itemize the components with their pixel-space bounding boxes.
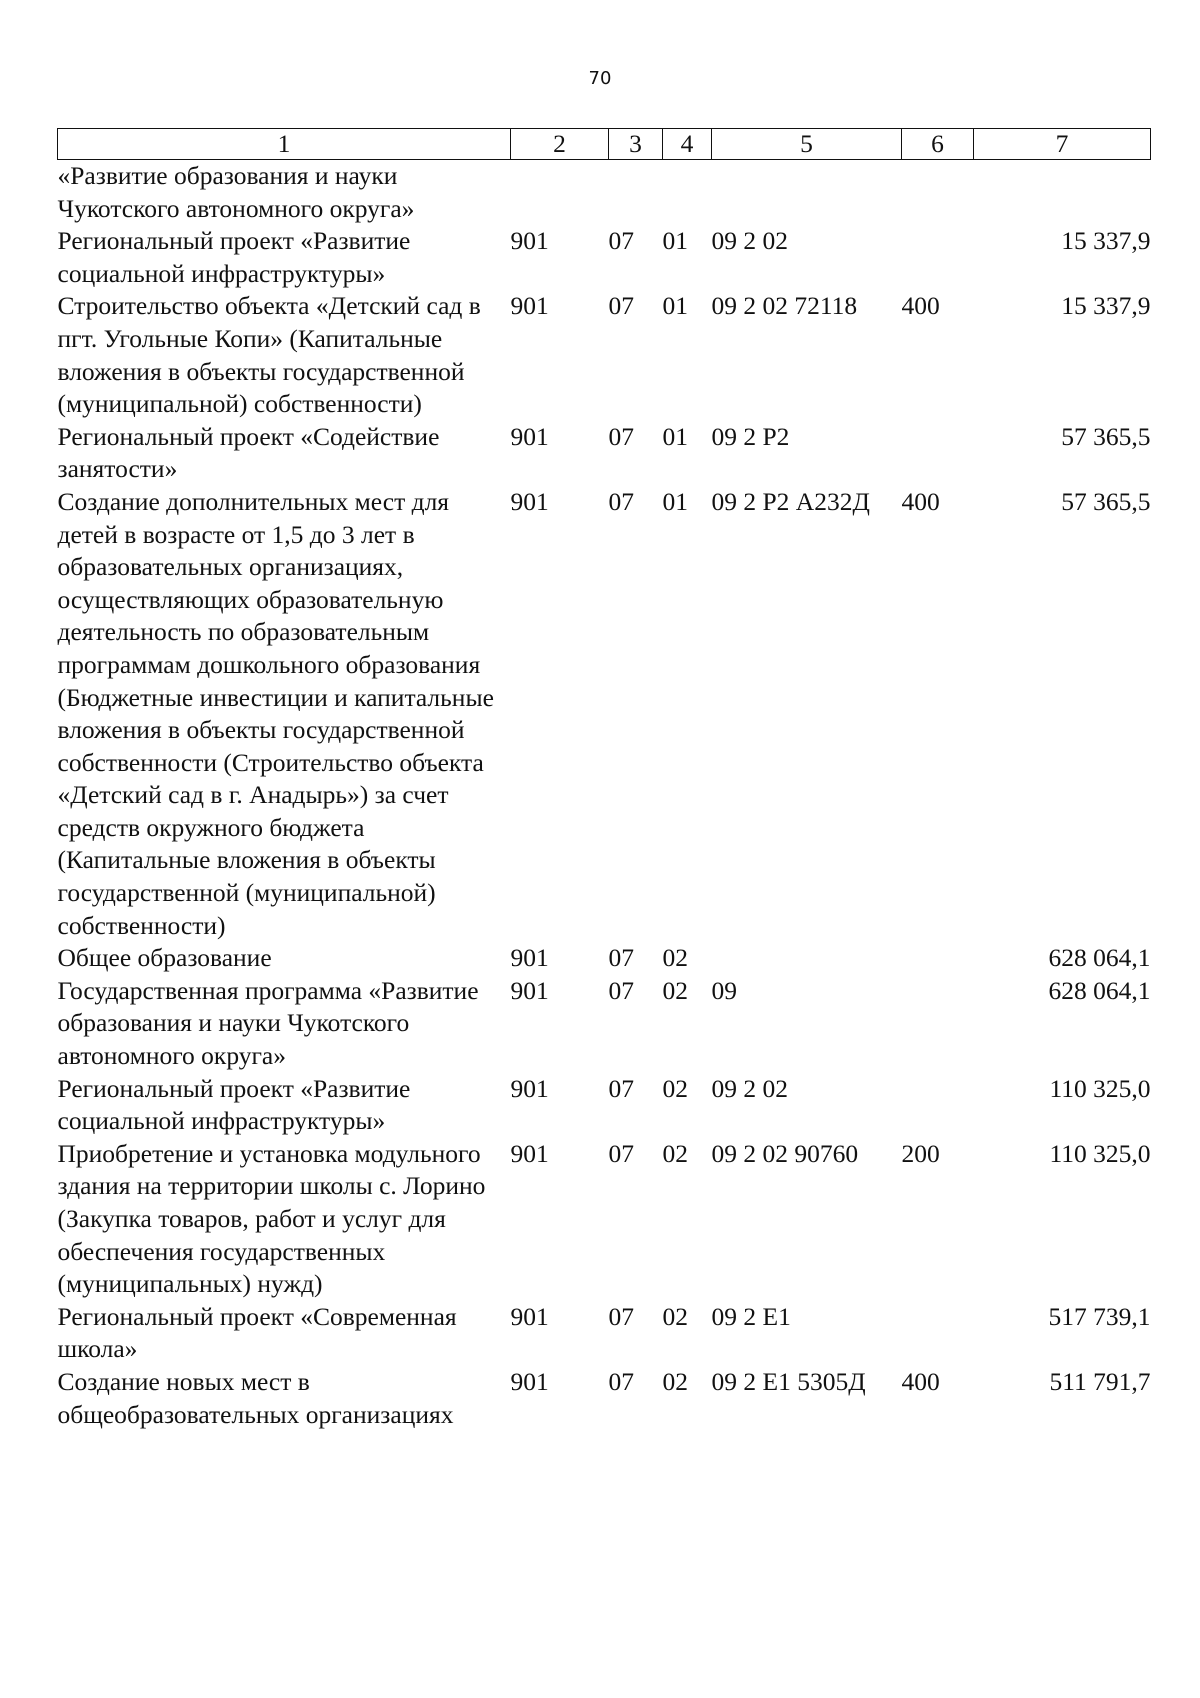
section-code: 07	[608, 1073, 634, 1103]
target-article-code: 09 2 02 72118	[711, 291, 858, 321]
amount: 15 337,9	[1061, 291, 1151, 321]
amount: 57 365,5	[1061, 486, 1151, 516]
table-row	[58, 1138, 1151, 1301]
admin-code: 901	[510, 975, 549, 1005]
subsection-code: 02	[662, 943, 688, 973]
section-code: 07	[608, 1138, 634, 1168]
row-name: «Развитие образования и науки Чукотского автономного округа»	[57, 161, 415, 223]
target-article-code	[712, 160, 902, 226]
table-row	[58, 225, 1151, 290]
row-name: Приобретение и установка модульного здания на территории школы с. Лорино (Закупка товаров, работ и услуг для обеспечения государственных (муниципальных) нужд)	[57, 1138, 486, 1299]
row-name: Региональный проект «Современная школа»	[57, 1301, 457, 1364]
admin-code	[511, 160, 609, 226]
table-row	[58, 421, 1151, 486]
subsection-code: 02	[662, 1073, 688, 1103]
target-article-code: 09 2 Е1	[711, 1301, 791, 1331]
table-row	[58, 290, 1151, 420]
row-name: Общее образование	[57, 943, 272, 973]
row-name: Региональный проект «Содействие занятости»	[57, 421, 440, 484]
budget-table	[57, 128, 1151, 1431]
column-header: 1	[58, 129, 511, 160]
page-number: 70	[588, 68, 612, 89]
amount: 511 791,7	[1049, 1366, 1151, 1396]
amount	[974, 160, 1151, 226]
section-code	[609, 160, 663, 226]
expense-type-code	[902, 1073, 974, 1138]
table-body	[58, 160, 1151, 1432]
expense-type-code: 400	[901, 1366, 940, 1396]
subsection-code: 01	[662, 421, 688, 451]
target-article-code: 09 2 Е1 5305Д	[711, 1366, 866, 1396]
expense-type-code: 400	[901, 291, 940, 321]
section-code: 07	[608, 975, 634, 1005]
row-name: Строительство объекта «Детский сад в пгт. Угольные Копи» (Капитальные вложения в объекты государственной (муниципальной) собственности)	[57, 291, 481, 419]
row-name: Региональный проект «Развитие социальной инфраструктуры»	[57, 226, 411, 288]
target-article-code: 09 2 02	[711, 1073, 788, 1103]
table-row	[58, 1073, 1151, 1138]
expense-type-code	[902, 225, 974, 290]
target-article-code: 09 2 Р2	[711, 421, 790, 451]
subsection-code: 01	[662, 226, 688, 256]
subsection-code: 02	[662, 1301, 688, 1331]
row-name: Создание дополнительных мест для детей в возрасте от 1,5 до 3 лет в образовательных организациях, осуществляющих образовательную деятельность по образовательным программам дошкольного образования (Бюджетные инвестиции и капитальные вложения в объекты государственной собственности (Строительство объекта «Детский сад в г. Анадырь») за счет средств окружного бюджета (Капитальные вложения в объекты государственной (муниципальной) собственности)	[57, 486, 494, 940]
admin-code: 901	[510, 1366, 549, 1396]
target-article-code: 09 2 Р2 А232Д	[711, 486, 870, 516]
table-row	[58, 1366, 1151, 1431]
table-row	[58, 160, 1151, 226]
subsection-code: 02	[662, 975, 688, 1005]
column-header: 4	[663, 129, 712, 160]
admin-code: 901	[510, 291, 549, 321]
section-code: 07	[608, 486, 634, 516]
section-code: 07	[608, 1301, 634, 1331]
table-row	[58, 975, 1151, 1073]
admin-code: 901	[510, 421, 549, 451]
subsection-code: 01	[662, 486, 688, 516]
expense-type-code: 200	[901, 1138, 940, 1168]
column-header: 7	[974, 129, 1151, 160]
subsection-code	[663, 160, 712, 226]
subsection-code: 02	[662, 1138, 688, 1168]
expense-type-code	[902, 975, 974, 1073]
expense-type-code	[902, 1301, 974, 1366]
column-header: 6	[902, 129, 974, 160]
column-header: 2	[511, 129, 609, 160]
target-article-code: 09	[711, 975, 737, 1005]
amount: 628 064,1	[1048, 975, 1151, 1005]
subsection-code: 01	[662, 291, 688, 321]
amount: 628 064,1	[1048, 943, 1151, 973]
target-article-code: 09 2 02	[711, 226, 788, 256]
expense-type-code: 400	[901, 486, 940, 516]
section-code: 07	[608, 226, 634, 256]
amount: 517 739,1	[1048, 1301, 1151, 1331]
admin-code: 901	[510, 943, 549, 973]
expense-type-code	[902, 421, 974, 486]
section-code: 07	[608, 291, 634, 321]
table-row	[58, 942, 1151, 975]
amount: 57 365,5	[1061, 421, 1151, 451]
column-header: 3	[609, 129, 663, 160]
section-code: 07	[608, 943, 634, 973]
admin-code: 901	[510, 486, 549, 516]
admin-code: 901	[510, 226, 549, 256]
admin-code: 901	[510, 1301, 549, 1331]
row-name: Региональный проект «Развитие социальной инфраструктуры»	[57, 1073, 411, 1136]
amount: 110 325,0	[1049, 1138, 1151, 1168]
amount: 110 325,0	[1049, 1073, 1151, 1103]
subsection-code: 02	[662, 1366, 688, 1396]
section-code: 07	[608, 421, 634, 451]
row-name: Государственная программа «Развитие образования и науки Чукотского автономного округа»	[57, 975, 479, 1071]
row-name: Создание новых мест в общеобразовательных организациях	[57, 1366, 454, 1429]
target-article-code	[712, 942, 902, 975]
admin-code: 901	[510, 1073, 549, 1103]
admin-code: 901	[510, 1138, 549, 1168]
table-row	[58, 486, 1151, 942]
expense-type-code	[902, 942, 974, 975]
expense-type-code	[902, 160, 974, 226]
target-article-code: 09 2 02 90760	[711, 1138, 859, 1168]
table-row	[58, 1301, 1151, 1366]
amount: 15 337,9	[1061, 226, 1151, 256]
column-number-header	[58, 129, 1151, 160]
column-header: 5	[712, 129, 902, 160]
section-code: 07	[608, 1366, 634, 1396]
